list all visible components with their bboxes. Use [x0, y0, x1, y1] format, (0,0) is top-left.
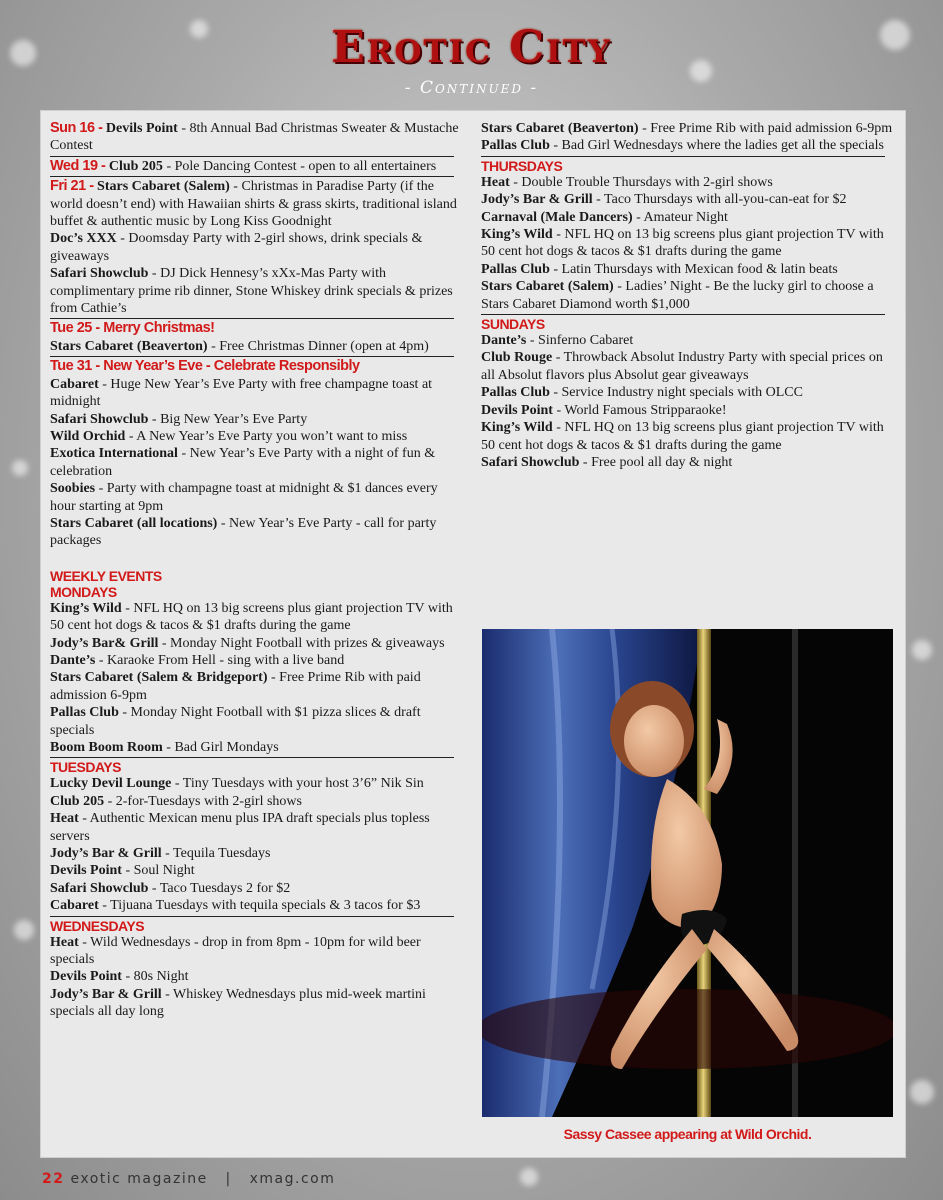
event-description: - Authentic Mexican menu plus IPA draft specials plus topless servers	[50, 811, 430, 844]
venue-name: King’s Wild	[50, 600, 122, 616]
event-entry	[50, 810, 460, 845]
event-entry	[50, 445, 460, 480]
weekday-heading: MONDAYS	[50, 583, 117, 600]
day-heading: Wed 19 -	[50, 157, 106, 174]
event-description: - Tiny Tuesdays with your host 3’6” Nik Sin	[171, 776, 424, 792]
event-description: - Free Christmas Dinner (open at 4pm)	[207, 338, 429, 354]
event-description: - NFL HQ on 13 big screens plus giant projection TV with 50 cent hot dogs & tacos & $1 drafts during the game	[481, 227, 884, 260]
event-description: - Party with champagne toast at midnight & $1 dances every hour starting at 9pm	[50, 481, 438, 514]
event-entry	[50, 862, 460, 879]
day-heading: Tue 31 - New Year’s Eve - Celebrate Responsibly	[50, 358, 360, 375]
event-description: - 80s Night	[121, 969, 189, 985]
event-entry	[50, 845, 460, 862]
event-entry	[50, 652, 460, 669]
event-entry	[481, 191, 897, 208]
event-description: - Bad Girl Wednesdays where the ladies get all the specials	[549, 138, 884, 154]
event-entry	[50, 739, 460, 756]
event-entry	[50, 635, 460, 652]
event-description: - Latin Thursdays with Mexican food & latin beats	[549, 261, 838, 277]
event-description: - Amateur Night	[632, 209, 728, 225]
venue-name: Dante’s	[50, 652, 96, 668]
event-entry	[481, 226, 897, 261]
event-description: - Free Prime Rib with paid admission 6-9pm	[50, 670, 421, 703]
day-heading: Sun 16 -	[50, 120, 103, 136]
section-divider	[50, 356, 454, 357]
venue-name: Jody’s Bar& Grill	[50, 635, 159, 651]
event-entry	[50, 704, 460, 739]
event-description: - Karaoke From Hell - sing with a live band	[95, 652, 345, 668]
event-entry	[481, 120, 897, 137]
event-description: - Soul Night	[121, 863, 195, 879]
venue-name: Pallas Club	[481, 261, 550, 277]
event-entry	[50, 968, 460, 985]
page-number: 22	[42, 1171, 65, 1187]
venue-name: Club 205	[108, 158, 163, 174]
event-entry	[481, 261, 897, 278]
weekly-events-heading: WEEKLY EVENTS	[50, 567, 162, 584]
venue-name: Cabaret	[50, 898, 99, 914]
event-entry	[50, 897, 460, 914]
venue-name: Safari Showclub	[50, 880, 149, 896]
venue-name: Heat	[50, 934, 79, 950]
event-entry	[481, 332, 897, 349]
weekday-heading: THURSDAYS	[481, 157, 563, 174]
event-entry	[50, 338, 460, 355]
venue-name: Club 205	[50, 793, 105, 809]
event-description: - NFL HQ on 13 big screens plus giant projection TV with 50 cent hot dogs & tacos & $1 drafts during the game	[50, 600, 453, 634]
event-description: - DJ Dick Hennesy’s xXx-Mas Party with complimentary prime rib dinner, Stone Whiskey drink specials & prizes from Cathie’s	[50, 266, 453, 317]
venue-name: Stars Cabaret (Salem)	[97, 179, 230, 195]
page-footer	[42, 1171, 335, 1187]
event-description: - Ladies’ Night - Be the lucky girl to choose a Stars Cabaret Diamond worth $1,000	[481, 279, 874, 312]
event-description: - Monday Night Football with $1 pizza slices & draft specials	[50, 705, 421, 738]
event-description: - A New Year’s Eve Party you won’t want to miss	[125, 428, 408, 444]
event-entry	[481, 174, 897, 191]
footer-text: exotic magazine | xmag.com	[70, 1171, 336, 1187]
event-entry	[481, 349, 897, 384]
event-entry	[50, 265, 460, 317]
event-description: - Whiskey Wednesdays plus mid-week martini specials all day long	[50, 986, 426, 1020]
event-entry	[481, 384, 897, 401]
venue-name: Heat	[50, 811, 79, 827]
event-description: - Doomsday Party with 2-girl shows, drink specials & giveaways	[50, 231, 423, 264]
venue-name: Devils Point	[50, 969, 122, 985]
venue-name: King’s Wild	[481, 227, 553, 243]
venue-name: Pallas Club	[50, 705, 119, 721]
event-description: - Huge New Year’s Eve Party with free champagne toast at midnight	[50, 376, 433, 410]
section-divider	[481, 156, 885, 157]
venue-name: King’s Wild	[481, 420, 553, 436]
event-entry	[50, 411, 460, 428]
section-divider	[50, 318, 454, 319]
event-description: - New Year’s Eve Party with a night of fun & celebration	[50, 446, 436, 479]
event-entry	[50, 986, 460, 1021]
event-description: - Christmas in Paradise Party (if the world doesn’t end) with Hawaiian shirts & grass skirts, traditional island buffet & authentic music by Long Kiss Goodnight	[50, 179, 457, 230]
page-title: Erotic City	[331, 22, 612, 73]
event-description: - Big New Year’s Eve Party	[148, 411, 308, 427]
venue-name: Devils Point	[481, 402, 553, 418]
event-description: - Double Trouble Thursdays with 2-girl shows	[509, 174, 773, 190]
photo-caption: Sassy Cassee appearing at Wild Orchid.	[563, 1126, 812, 1142]
event-entry	[50, 480, 460, 515]
right-column	[481, 120, 897, 471]
weekday-heading: SUNDAYS	[481, 316, 545, 333]
event-entry	[50, 793, 460, 810]
venue-name: Safari Showclub	[50, 411, 149, 427]
event-description: - Tequila Tuesdays	[161, 846, 271, 862]
event-entry	[481, 137, 897, 154]
event-description: - Pole Dancing Contest - open to all entertainers	[162, 158, 437, 174]
venue-name: Club Rouge	[481, 350, 553, 366]
venue-name: Exotica International	[50, 446, 178, 462]
event-entry	[50, 880, 460, 897]
venue-name: Safari Showclub	[481, 454, 580, 470]
page-subtitle: - Continued -	[404, 78, 539, 98]
section-divider	[481, 314, 885, 315]
venue-name: Stars Cabaret (all locations)	[50, 515, 218, 531]
event-entry	[50, 669, 460, 704]
venue-name: Stars Cabaret (Salem)	[481, 279, 614, 295]
event-description: - Tijuana Tuesdays with tequila specials & 3 tacos for $3	[98, 898, 421, 914]
venue-name: Devils Point	[105, 121, 178, 136]
venue-name: Boom Boom Room	[50, 740, 163, 755]
section-divider	[50, 757, 454, 758]
dancer-photo	[482, 629, 893, 1117]
event-description: - Taco Thursdays with all-you-can-eat for $2	[592, 192, 847, 208]
weekday-heading: WEDNESDAYS	[50, 917, 145, 934]
venue-name: Jody’s Bar & Grill	[50, 846, 162, 862]
event-entry	[50, 775, 460, 792]
venue-name: Jody’s Bar & Grill	[481, 192, 593, 208]
venue-name: Lucky Devil Lounge	[50, 776, 172, 792]
venue-name: Doc’s XXX	[50, 231, 117, 247]
event-entry	[50, 376, 460, 411]
event-entry	[481, 419, 897, 454]
venue-name: Stars Cabaret (Beaverton)	[481, 121, 639, 136]
event-entry	[50, 428, 460, 445]
venue-name: Pallas Club	[481, 385, 550, 401]
venue-name: Heat	[481, 174, 510, 190]
event-description: - Service Industry night specials with OLCC	[549, 385, 803, 401]
section-divider	[50, 156, 454, 157]
event-entry	[50, 934, 460, 969]
venue-name: Carnaval (Male Dancers)	[481, 209, 633, 225]
event-description: - 8th Annual Bad Christmas Sweater & Mustache Contest	[50, 121, 459, 154]
event-entry	[481, 454, 897, 471]
venue-name: Soobies	[50, 481, 96, 497]
event-description: - New Year’s Eve Party - call for party packages	[50, 515, 437, 549]
event-entry	[50, 158, 460, 175]
venue-name: Stars Cabaret (Beaverton)	[50, 338, 208, 354]
event-description: - Free Prime Rib with paid admission 6-9pm	[638, 121, 893, 136]
left-column	[50, 120, 460, 1021]
weekday-heading: TUESDAYS	[50, 759, 121, 776]
event-description: - 2-for-Tuesdays with 2-girl shows	[104, 793, 302, 809]
spacer	[50, 550, 460, 568]
venue-name: Dante’s	[481, 333, 527, 349]
event-description: - NFL HQ on 13 big screens plus giant projection TV with 50 cent hot dogs & tacos & $1 drafts during the game	[481, 420, 884, 453]
event-entry	[50, 600, 460, 635]
event-description: - Sinferno Cabaret	[526, 333, 634, 349]
venue-name: Wild Orchid	[50, 428, 126, 444]
event-description: - Taco Tuesdays 2 for $2	[148, 880, 291, 896]
venue-name: Cabaret	[50, 376, 99, 392]
event-entry	[481, 278, 897, 313]
event-entry	[50, 120, 460, 155]
venue-name: Stars Cabaret (Salem & Bridgeport)	[50, 670, 268, 686]
event-description: - World Famous Stripparaoke!	[552, 402, 727, 418]
venue-name: Safari Showclub	[50, 266, 149, 282]
event-description: - Bad Girl Mondays	[162, 740, 279, 755]
section-divider	[50, 916, 454, 917]
event-entry	[481, 402, 897, 419]
event-description: - Monday Night Football with prizes & giveaways	[158, 635, 445, 651]
venue-name: Devils Point	[50, 863, 122, 879]
day-heading: Tue 25 - Merry Christmas!	[50, 320, 215, 337]
event-description: - Wild Wednesdays - drop in from 8pm - 10pm for wild beer specials	[50, 934, 421, 968]
event-description: - Throwback Absolut Industry Party with special prices on all Absolut flavors plus Absolut gear giveaways	[481, 350, 883, 383]
venue-name: Jody’s Bar & Grill	[50, 986, 162, 1002]
venue-name: Pallas Club	[481, 138, 550, 154]
day-heading: Fri 21 -	[50, 178, 94, 195]
event-entry	[481, 209, 897, 226]
section-divider	[50, 176, 454, 177]
event-description: - Free pool all day & night	[579, 454, 733, 470]
event-entry	[50, 178, 460, 230]
event-entry	[50, 230, 460, 265]
event-entry	[50, 515, 460, 550]
